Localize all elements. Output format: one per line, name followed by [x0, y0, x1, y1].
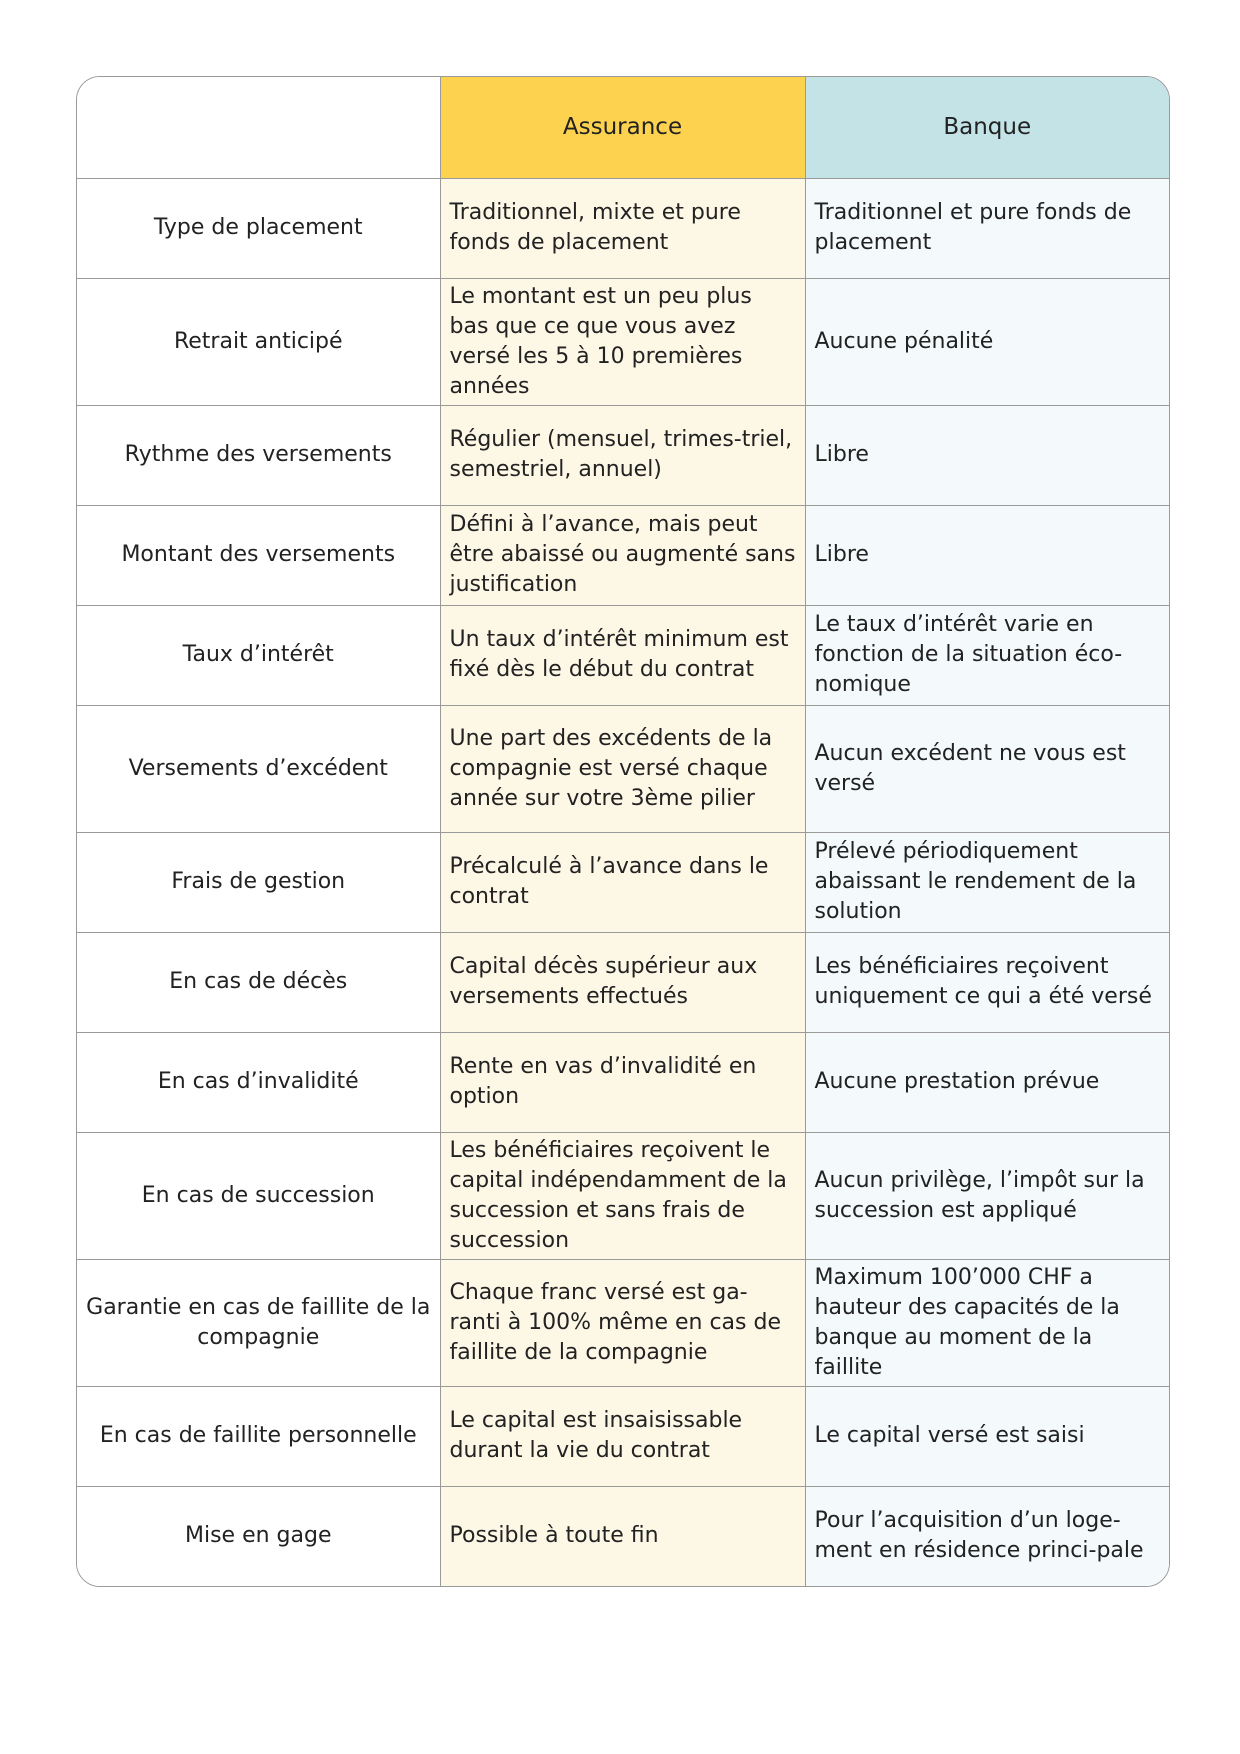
banque-cell: Le taux d’intérêt varie en fonction de la situation éco-nomique [805, 605, 1169, 705]
table-row [77, 1259, 1169, 1386]
row-label: Garantie en cas de faillite de la compagnie [77, 1259, 440, 1386]
banque-cell: Libre [805, 505, 1169, 605]
table-row [77, 1132, 1169, 1259]
banque-cell: Pour l’acquisition d’un loge-ment en résidence princi-pale [805, 1486, 1169, 1586]
table-header-row [77, 77, 1169, 178]
row-label: Taux d’intérêt [77, 605, 440, 705]
row-label: Rythme des versements [77, 405, 440, 505]
header-banque: Banque [805, 77, 1169, 178]
banque-cell: Maximum 100’000 CHF a hauteur des capacités de la banque au moment de la faillite [805, 1259, 1169, 1386]
comparison-table [76, 76, 1170, 1587]
table-row [77, 605, 1169, 705]
row-label: Type de placement [77, 178, 440, 278]
assurance-cell: Régulier (mensuel, trimes-triel, semestriel, annuel) [440, 405, 805, 505]
table-row [77, 405, 1169, 505]
banque-cell: Aucun privilège, l’impôt sur la succession est appliqué [805, 1132, 1169, 1259]
assurance-cell: Rente en vas d’invalidité en option [440, 1032, 805, 1132]
table-row [77, 178, 1169, 278]
assurance-cell: Traditionnel, mixte et pure fonds de placement [440, 178, 805, 278]
assurance-cell: Un taux d’intérêt minimum est fixé dès le début du contrat [440, 605, 805, 705]
assurance-cell: Défini à l’avance, mais peut être abaissé ou augmenté sans justification [440, 505, 805, 605]
table-row [77, 832, 1169, 932]
banque-cell: Libre [805, 405, 1169, 505]
banque-cell: Les bénéficiaires reçoivent uniquement ce qui a été versé [805, 932, 1169, 1032]
row-label: Frais de gestion [77, 832, 440, 932]
banque-cell: Traditionnel et pure fonds de placement [805, 178, 1169, 278]
row-label: En cas de décès [77, 932, 440, 1032]
row-label: Versements d’excédent [77, 705, 440, 832]
table-row [77, 705, 1169, 832]
banque-cell: Aucune pénalité [805, 278, 1169, 405]
assurance-cell: Capital décès supérieur aux versements effectués [440, 932, 805, 1032]
row-label: Mise en gage [77, 1486, 440, 1586]
assurance-cell: Les bénéficiaires reçoivent le capital indépendamment de la succession et sans frais de succession [440, 1132, 805, 1259]
banque-cell: Le capital versé est saisi [805, 1386, 1169, 1486]
banque-cell: Prélevé périodiquement abaissant le rendement de la solution [805, 832, 1169, 932]
assurance-cell: Le montant est un peu plus bas que ce que vous avez versé les 5 à 10 premières années [440, 278, 805, 405]
row-label: En cas d’invalidité [77, 1032, 440, 1132]
row-label: Retrait anticipé [77, 278, 440, 405]
table-row [77, 278, 1169, 405]
table-row [77, 932, 1169, 1032]
assurance-cell: Le capital est insaisissable durant la vie du contrat [440, 1386, 805, 1486]
banque-cell: Aucun excédent ne vous est versé [805, 705, 1169, 832]
header-empty-cell [77, 77, 440, 178]
assurance-cell: Une part des excédents de la compagnie est versé chaque année sur votre 3ème pilier [440, 705, 805, 832]
row-label: En cas de succession [77, 1132, 440, 1259]
assurance-cell: Précalculé à l’avance dans le contrat [440, 832, 805, 932]
table-row [77, 1032, 1169, 1132]
table-row [77, 1486, 1169, 1586]
banque-cell: Aucune prestation prévue [805, 1032, 1169, 1132]
row-label: En cas de faillite personnelle [77, 1386, 440, 1486]
table-row [77, 1386, 1169, 1486]
assurance-cell: Chaque franc versé est ga-ranti à 100% même en cas de faillite de la compagnie [440, 1259, 805, 1386]
row-label: Montant des versements [77, 505, 440, 605]
table-row [77, 505, 1169, 605]
header-assurance: Assurance [440, 77, 805, 178]
assurance-cell: Possible à toute fin [440, 1486, 805, 1586]
